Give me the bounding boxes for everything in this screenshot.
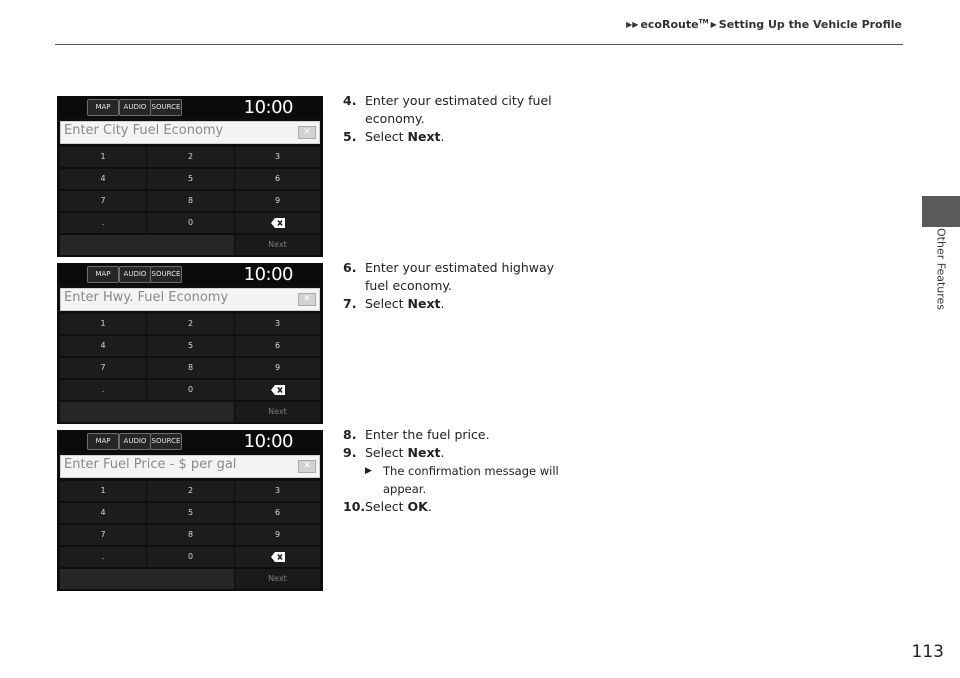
source-button[interactable]: SOURCE [150, 266, 182, 283]
step-text-cont: fuel economy. [365, 278, 453, 293]
top-bar [57, 430, 323, 452]
entry-placeholder: Enter Fuel Price - $ per gal [64, 457, 237, 472]
step-punct: . [427, 499, 432, 514]
step-text: Enter your estimated city fuel [365, 93, 552, 108]
step-4 [343, 92, 552, 128]
key-6[interactable]: 6 [235, 336, 320, 356]
entry-placeholder: Enter City Fuel Economy [64, 123, 224, 138]
step-number: 4. [343, 93, 357, 108]
backspace-key[interactable] [235, 380, 320, 400]
step-keyword: Next [407, 129, 441, 144]
section-side-label: Other Features [934, 228, 948, 311]
step-text: Enter your estimated highway [365, 260, 555, 275]
breadcrumb-arrow-icon: ▶ [710, 20, 717, 29]
key-8[interactable]: 8 [147, 525, 234, 545]
step-number: 9. [343, 445, 357, 460]
step-text: Select [365, 296, 408, 311]
step-text: Select [365, 445, 408, 460]
key-9[interactable]: 9 [235, 191, 320, 211]
step-text: Select [365, 129, 408, 144]
entry-field[interactable] [60, 455, 320, 478]
step-number: 7. [343, 296, 357, 311]
clear-icon[interactable]: ✕ [298, 293, 316, 306]
key-4[interactable]: 4 [60, 169, 146, 189]
next-button[interactable]: Next [235, 402, 320, 422]
key-7[interactable]: 7 [60, 358, 146, 378]
steps-group-price [343, 426, 559, 516]
backspace-icon [271, 552, 285, 562]
step-text-cont: economy. [365, 111, 425, 126]
step-number: 8. [343, 427, 357, 442]
key-8[interactable]: 8 [147, 191, 234, 211]
top-bar [57, 96, 323, 118]
step-6 [343, 259, 554, 295]
step-text: Select [365, 499, 408, 514]
keypad-footer [60, 569, 234, 589]
step-5 [343, 128, 552, 146]
key-5[interactable]: 5 [147, 503, 234, 523]
backspace-icon [271, 218, 285, 228]
key-0[interactable]: 0 [147, 380, 234, 400]
steps-group-hwy [343, 259, 554, 313]
key-3[interactable]: 3 [235, 147, 320, 167]
key-9[interactable]: 9 [235, 525, 320, 545]
clear-icon[interactable]: ✕ [298, 460, 316, 473]
result-text: The confirmation message will [383, 464, 559, 478]
key-decimal[interactable]: . [60, 213, 146, 233]
backspace-key[interactable] [235, 213, 320, 233]
step-punct: . [440, 296, 445, 311]
step-7 [343, 295, 554, 313]
top-bar [57, 263, 323, 285]
map-button[interactable]: MAP [87, 266, 119, 283]
map-button[interactable]: MAP [87, 433, 119, 450]
key-3[interactable]: 3 [235, 314, 320, 334]
audio-button[interactable]: AUDIO [119, 433, 151, 450]
source-button[interactable]: SOURCE [150, 433, 182, 450]
key-4[interactable]: 4 [60, 503, 146, 523]
step-keyword: Next [407, 445, 441, 460]
clock: 10:00 [243, 431, 293, 452]
source-button[interactable]: SOURCE [150, 99, 182, 116]
steps-group-city [343, 92, 552, 146]
step-9 [343, 444, 559, 462]
step-number: 10. [343, 499, 366, 514]
breadcrumb [626, 18, 902, 31]
map-button[interactable]: MAP [87, 99, 119, 116]
step-punct: . [440, 445, 445, 460]
step-9-result [343, 462, 559, 498]
entry-placeholder: Enter Hwy. Fuel Economy [64, 290, 229, 305]
audio-button[interactable]: AUDIO [119, 266, 151, 283]
step-keyword: OK [407, 499, 428, 514]
screen-fuel-price [57, 430, 323, 591]
key-decimal[interactable]: . [60, 547, 146, 567]
step-text: Enter the fuel price. [365, 427, 490, 442]
next-button[interactable]: Next [235, 569, 320, 589]
audio-button[interactable]: AUDIO [119, 99, 151, 116]
breadcrumb-arrow-icon: ▶▶ [626, 20, 639, 29]
step-punct: . [440, 129, 445, 144]
key-3[interactable]: 3 [235, 481, 320, 501]
key-4[interactable]: 4 [60, 336, 146, 356]
entry-field[interactable] [60, 288, 320, 311]
key-7[interactable]: 7 [60, 525, 146, 545]
result-arrow-icon: ▶ [365, 466, 372, 476]
key-9[interactable]: 9 [235, 358, 320, 378]
clock: 10:00 [243, 97, 293, 118]
key-2[interactable]: 2 [147, 314, 234, 334]
backspace-key[interactable] [235, 547, 320, 567]
key-5[interactable]: 5 [147, 336, 234, 356]
key-6[interactable]: 6 [235, 169, 320, 189]
step-number: 5. [343, 129, 357, 144]
clear-icon[interactable]: ✕ [298, 126, 316, 139]
keypad-footer [60, 235, 234, 255]
key-decimal[interactable]: . [60, 380, 146, 400]
step-keyword: Next [407, 296, 441, 311]
breadcrumb-title: Setting Up the Vehicle Profile [718, 18, 902, 31]
key-1[interactable]: 1 [60, 481, 146, 501]
backspace-icon [271, 385, 285, 395]
key-5[interactable]: 5 [147, 169, 234, 189]
key-8[interactable]: 8 [147, 358, 234, 378]
step-10 [343, 498, 559, 516]
key-2[interactable]: 2 [147, 481, 234, 501]
step-number: 6. [343, 260, 357, 275]
section-tab-marker [922, 196, 960, 227]
breadcrumb-section: ecoRoute™ [640, 18, 709, 31]
entry-field[interactable] [60, 121, 320, 144]
key-0[interactable]: 0 [147, 213, 234, 233]
key-0[interactable]: 0 [147, 547, 234, 567]
page-number: 113 [911, 642, 944, 662]
key-1[interactable]: 1 [60, 147, 146, 167]
keypad-footer [60, 402, 234, 422]
result-text-cont: appear. [383, 482, 427, 496]
key-2[interactable]: 2 [147, 147, 234, 167]
screen-hwy-fuel [57, 263, 323, 424]
step-8 [343, 426, 559, 444]
next-button[interactable]: Next [235, 235, 320, 255]
header-divider [55, 44, 903, 45]
key-7[interactable]: 7 [60, 191, 146, 211]
key-6[interactable]: 6 [235, 503, 320, 523]
clock: 10:00 [243, 264, 293, 285]
screen-city-fuel [57, 96, 323, 257]
key-1[interactable]: 1 [60, 314, 146, 334]
